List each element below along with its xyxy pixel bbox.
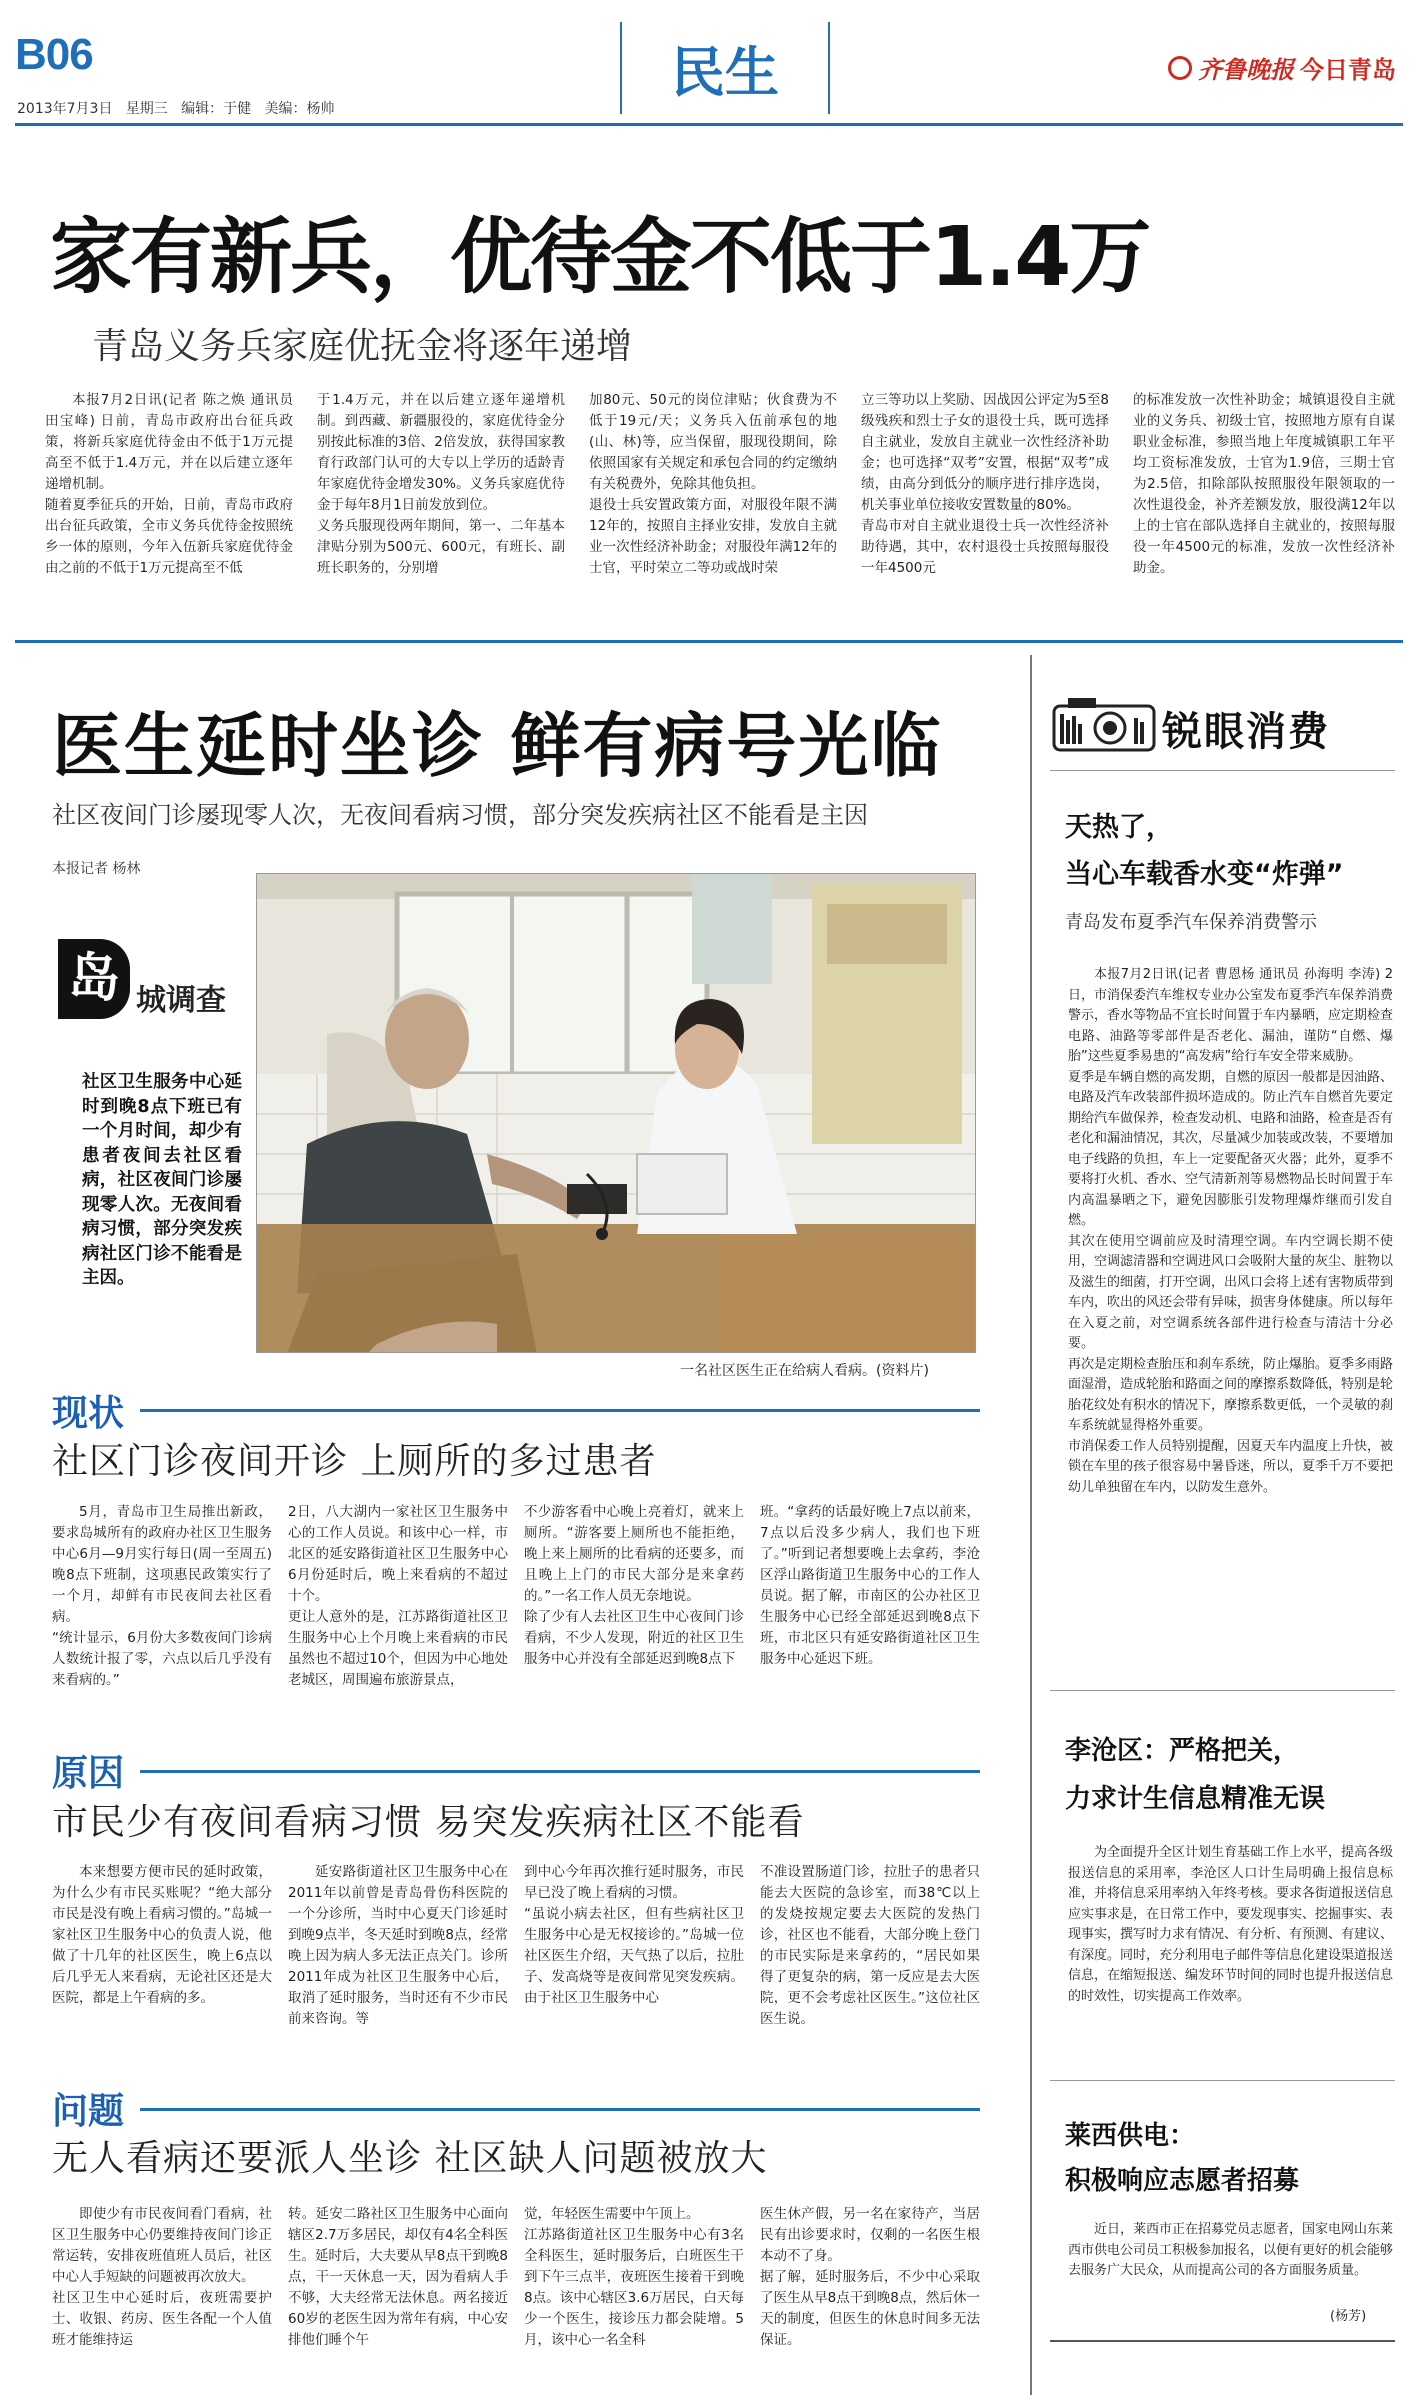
section1-col-4-text: 班。“拿药的话最好晚上7点以前来，7点以后没多少病人，我们也下班了。”听到记者想要晚上去拿药，李沧区浮山路街道卫生服务中心的工作人员说。据了解，市南区的公办社区卫生服务中心已经全部延迟到晚8点下班，市北区只有延安路街道社区卫生服务中心延迟下班。 [760,1504,980,1667]
section1-col-3-text: 不少游客看中心晚上亮着灯，就来上厕所。“游客要上厕所也不能拒绝，晚上来上厕所的比看病的还要多，而且晚上上门的市民大部分是来拿药的。”一名工作人员无奈地说。 除了少有人去社区卫生中心夜间门诊看病，不少人发现，附近的社区卫生服务中心并没有全部延迟到晚8点下 [524,1504,744,1667]
story1-title-line1: 天热了， [1065,812,1173,843]
section2-col-1 [52,1862,272,2082]
sidebar-rule-3 [1050,2080,1395,2081]
section3-col-1 [52,2204,272,2394]
sidebar-column-logo [1050,688,1380,760]
column-logo-char: 岛 [67,949,120,1009]
article1-col-1-text: 本报7月2日讯(记者 陈之焕 通讯员 田宝峰) 日前，青岛市政府出台征兵政策，将新兵家庭优待金由不低于1万元提高至不低于1.4万元，并在以后建立逐年递增机制。 随着夏季征兵的开始，日前，青岛市政府出台征兵政策，全市义务兵优待金按照统乡一体的原则，今年入伍新兵家庭优待金由之前的不低于1万元提高至不低 [45,392,293,576]
column-logo-text: 城调查 [136,983,226,1018]
story3-title-line2: 积极响应志愿者招募 [1065,2166,1300,2196]
article1-title: 家有新兵，优待金不低于1.4万 [50,210,1150,305]
article1-bottom-rule [15,640,1403,643]
column-logo-box [58,939,130,1019]
article2-lead: 社区卫生服务中心延时到晚8点下班已有一个月时间，却少有患者夜间去社区看病，社区夜间门诊屡现零人次。无夜间看病习惯，部分突发疾病社区门诊不能看是主因。 [82,1072,242,1288]
section3-col-2-text: 转。延安二路社区卫生服务中心面向辖区2.7万多居民，却仅有4名全科医生。延时后，大夫要从早8点干到晚8点，干一天休息一天，因为看病人手不够，大夫经常无法休息。两名接近60岁的老医生因为常年有病，中心安排他们睡个午 [288,2206,508,2348]
camera-icon [1050,688,1160,760]
article2-subtitle: 社区夜间门诊屡现零人次，无夜间看病习惯，部分突发疾病社区不能看是主因 [52,801,868,829]
section1-bar [140,1409,980,1412]
sidebar-divider [1030,655,1032,2395]
section-title: 民生 [671,40,779,104]
article-photo [256,873,976,1353]
section3-heading: 无人看病还要派人坐诊 社区缺人问题被放大 [52,2138,768,2179]
section2-col-4 [760,1862,980,2082]
paper-brand: 齐鲁晚报 [1198,55,1294,84]
story3-byline: (杨芳) [1330,2309,1367,2324]
section3-col-4 [760,2204,980,2394]
section3-col-3 [524,2204,744,2394]
section2-col-4-text: 不准设置肠道门诊，拉肚子的患者只能去大医院的急诊室，而38℃以上的发烧按规定要去大医院的发热门诊，社区也不能看，大部分晚上登门的市民实际是来拿药的，“居民如果得了更复杂的病，第一反应是去大医院，更不会考虑社区医生。”这位社区医生说。 [760,1864,980,2027]
page-number: B06 [15,30,93,79]
article1-col-2 [317,390,565,630]
story2-body-text: 为全面提升全区计划生育基础工作上水平，提高各级报送信息的采用率，李沧区人口计生局明确上报信息标准，并将信息采用率纳入年终考核。要求各街道报送信息应实事求是，在日常工作中，要发现事实、挖掘事实、表现事实，撰写时力求有情况、有分析、有预测、有建议、有深度。同时，充分利用电子邮件等信息化建设渠道报送信息，在缩短报送、编发环节时间的同时也提升报送信息的时效性，切实提高工作效率。 [1068,1845,1393,2004]
story1-body-text: 本报7月2日讯(记者 曹恩杨 通讯员 孙海明 李涛) 2日，市消保委汽车维权专业办公室发布夏季汽车保养消费警示，香水等物品不宜长时间置于车内暴晒，应定期检查电路、油路等零部件是否老化、漏油，谨防“自燃、爆胎”这些夏季易患的“高发病”给行车安全带来威胁。 夏季是车辆自燃的高发期，自燃的原因一般都是因油路、电路及汽车改装部件损坏造成的。防止汽车自燃首先要定期给汽车做保养，检查发动机、电路和油路，检查是否有老化和漏油情况，其次，尽量减少加装或改装，不要增加电子线路的负担，车上一定要配备灭火器；此外，夏季不要将打火机、香水、空气清新剂等易燃物品长时间置于车内高温暴晒之下，避免因膨胀引发物理爆炸继而引发自燃。 其次在使用空调前应及时清理空调。车内空调长期不使用，空调滤清器和空调进风口会吸附大量的灰尘、脏物以及滋生的细菌，打开空调，出风口会将上述有害物质带到车内，吹出的风还会带有异味，损害身体健康。所以每年在入夏之前，对空调系统各部件进行检查与清洁十分必要。 再次是定期检查胎压和刹车系统，防止爆胎。夏季多雨路面湿滑，造成轮胎和路面之间的摩擦系数降低，特别是轮胎花纹处有积水的情况下，摩擦系数更低，一个灵敏的刹车系统就显得格外重要。 市消保委工作人员特别提醒，因夏天车内温度上升快，被锁在车里的孩子很容易中暑昏迷，所以，夏季千万不要把幼儿单独留在车内，以防发生意外。 [1068,967,1393,1495]
article1-col-4 [861,390,1109,630]
section2-bar [140,1770,980,1773]
section2-col-1-text: 本来想要方便市民的延时政策，为什么少有市民买账呢？“绝大部分市民是没有晚上看病习惯的。”岛城一家社区卫生服务中心的负责人说，他做了十几年的社区医生，晚上6点以后几乎无人来看病，无论社区还是大医院，都是上午看病的多。 [52,1864,272,2006]
section1-col-2-text: 2日，八大湖内一家社区卫生服务中心的工作人员说。和该中心一样，市北区的延安路街道社区卫生服务中心6月份延时后，晚上来看病的不超过十个。 更让人意外的是，江苏路街道社区卫生服务中心上个月晚上来看病的市民虽然也不超过10个，但因为中心地处老城区，周围遍布旅游景点， [288,1504,508,1688]
article1-col-5 [1133,390,1395,630]
story1-subtitle: 青岛发布夏季汽车保养消费警示 [1065,912,1317,933]
doctor-patient-photo [257,874,976,1353]
section3-col-1-text: 即使少有市民夜间看门看病，社区卫生服务中心仍要维持夜间门诊正常运转，安排夜班值班人员后，社区中心人手短缺的问题被再次放大。 社区卫生中心延时后，夜班需要护士、收银、药房、医生各配一个人值班才能维持运 [52,2206,272,2348]
article1-col-1 [45,390,293,630]
article1-col-3-text: 加80元、50元的岗位津贴；伙食费为不低于19元/天；义务兵入伍前承包的地(山、林)等，应当保留，服现役期间，除依照国家有关规定和承包合同的约定缴纳有关税费外，免除其他负担。 退役士兵安置政策方面，对服役年限不满12年的，按照自主择业安排，发放自主就业一次性经济补助金；对服役年满12年的士官，平时荣立二等功或战时荣 [589,392,837,576]
article2-title: 医生延时坐诊 鲜有病号光临 [52,705,943,787]
article1-col-5-text: 的标准发放一次性补助金；城镇退役自主就业的义务兵、初级士官，按照地方原有自谋职业金标准，参照当地上年度城镇职工年平均工资标准发放，士官为1.9倍，三期士官为2.5倍，扣除部队按照服役年限领取的一次性退役金，补齐差额发放，服役满12年以上的士官在部队选择自主就业的，按照每服役一年4500元的标准，发放一次性经济补助金。 [1133,392,1395,576]
section1-col-2 [288,1502,508,1722]
story3-title-line1: 莱西供电： [1065,2121,1196,2151]
section2-heading: 市民少有夜间看病习惯 易突发疾病社区不能看 [52,1802,805,1843]
article1-col-2-text: 于1.4万元，并在以后建立逐年递增机制。到西藏、新疆服役的，家庭优待金分别按此标准的3倍、2倍发放，获得国家教育行政部门认可的大专以上学历的适龄青年家庭优待金增发30%。义务兵家庭优待金于每年8月1日前发放到位。 义务兵服现役两年期间，第一、二年基本津贴分别为500元、600元，有班长、副班长职务的，分别增 [317,392,565,576]
article1-col-3 [589,390,837,630]
section2-col-2 [288,1862,508,2082]
section2-col-3 [524,1862,744,2082]
story1-title-line2: 当心车载香水变“炸弹” [1065,859,1344,890]
section1-tag: 现状 [52,1392,125,1434]
article1-subtitle: 青岛义务兵家庭优抚金将逐年递增 [92,326,633,367]
column-logo [40,935,240,1035]
story2-title-line1: 李沧区：严格把关， [1065,1736,1300,1766]
sidebar-column-title: 锐眼消费 [1162,709,1330,755]
section1-col-1-text: 5月，青岛市卫生局推出新政，要求岛城所有的政府办社区卫生服务中心6月—9月实行每日(周一至周五)晚8点下班制，这项惠民政策实行了一个月，却鲜有市民夜间去社区看病。 “统计显示，6月份大多数夜间门诊病人数统计报了零，六点以后几乎没有来看病的。” [52,1504,272,1688]
section3-col-2 [288,2204,508,2394]
story2-title-line2: 力求计生信息精准无误 [1065,1784,1326,1814]
section3-tag: 问题 [52,2090,125,2132]
section2-col-2-text: 延安路街道社区卫生服务中心在2011年以前曾是青岛骨伤科医院的一个分诊所，当时中心夏天门诊延时到晚9点半，冬天延时到晚8点，经常晚上因为病人多无法正点关门。诊所2011年成为社区卫生服务中心后，取消了延时服务，当时还有不少市民前来咨询。等 [288,1864,508,2027]
section3-col-3-text: 觉，年轻医生需要中午顶上。 江苏路街道社区卫生服务中心有3名全科医生，延时服务后，白班医生干到下午三点半，夜班医生接着干到晚8点。该中心辖区3.6万居民，白天每少一个医生，接诊压力都会陡增。5月，该中心一名全科 [524,2206,744,2348]
sidebar-rule-2 [1050,1690,1395,1691]
section1-heading: 社区门诊夜间开诊 上厕所的多过患者 [52,1441,657,1482]
article1-col-4-text: 立三等功以上奖励、因战因公评定为5至8级残疾和烈士子女的退役士兵，既可选择自主就业，发放自主就业一次性经济补助金；也可选择“双考”安置，根据“双考”成绩，由高分到低分的顺序进行排序选岗，机关事业单位接收安置数量的80%。 青岛市对自主就业退役士兵一次性经济补助待遇，其中，农村退役士兵按照每服役一年4500元 [861,392,1109,576]
story2-body [1068,1843,1393,2043]
section1-col-3 [524,1502,744,1722]
section1-col-4 [760,1502,980,1722]
article2-byline: 本报记者 杨林 [52,861,141,877]
section2-tag: 原因 [52,1752,125,1794]
header-rule [15,123,1403,126]
section3-col-4-text: 医生休产假，另一名在家待产，当居民有出诊要求时，仅剩的一名医生根本动不了身。 据了解，延时服务后，不少中心采取了医生从早8点干到晚8点，然后休一天的制度，但医生的休息时间多无法保证。 [760,2206,980,2348]
section1-col-1 [52,1502,272,1722]
brand-circle-icon [1168,56,1192,80]
story1-body [1068,965,1393,1657]
photo-caption: 一名社区医生正在给病人看病。(资料片) [680,1363,929,1379]
paper-logo [1168,50,1396,85]
section2-col-3-text: 到中心今年再次推行延时服务，市民早已没了晚上看病的习惯。 “虽说小病去社区，但有些病社区卫生服务中心是无权接诊的。”岛城一位社区医生介绍，天气热了以后，拉肚子、发高烧等是夜间常见突发疾病。由于社区卫生服务中心 [524,1864,744,2006]
story3-body-text: 近日，莱西市正在招募党员志愿者，国家电网山东莱西市供电公司员工积极参加报名，以便有更好的机会能够去服务广大民众，从而提高公司的各方面服务质量。 [1068,2222,1393,2278]
paper-name: 今日青岛 [1300,56,1396,84]
date-line: 2013年7月3日 星期三 编辑：于健 美编：杨帅 [17,101,335,117]
sidebar-rule-bottom [1050,2340,1395,2342]
section3-bar [140,2108,980,2111]
sidebar-logo-rule [1050,770,1395,771]
